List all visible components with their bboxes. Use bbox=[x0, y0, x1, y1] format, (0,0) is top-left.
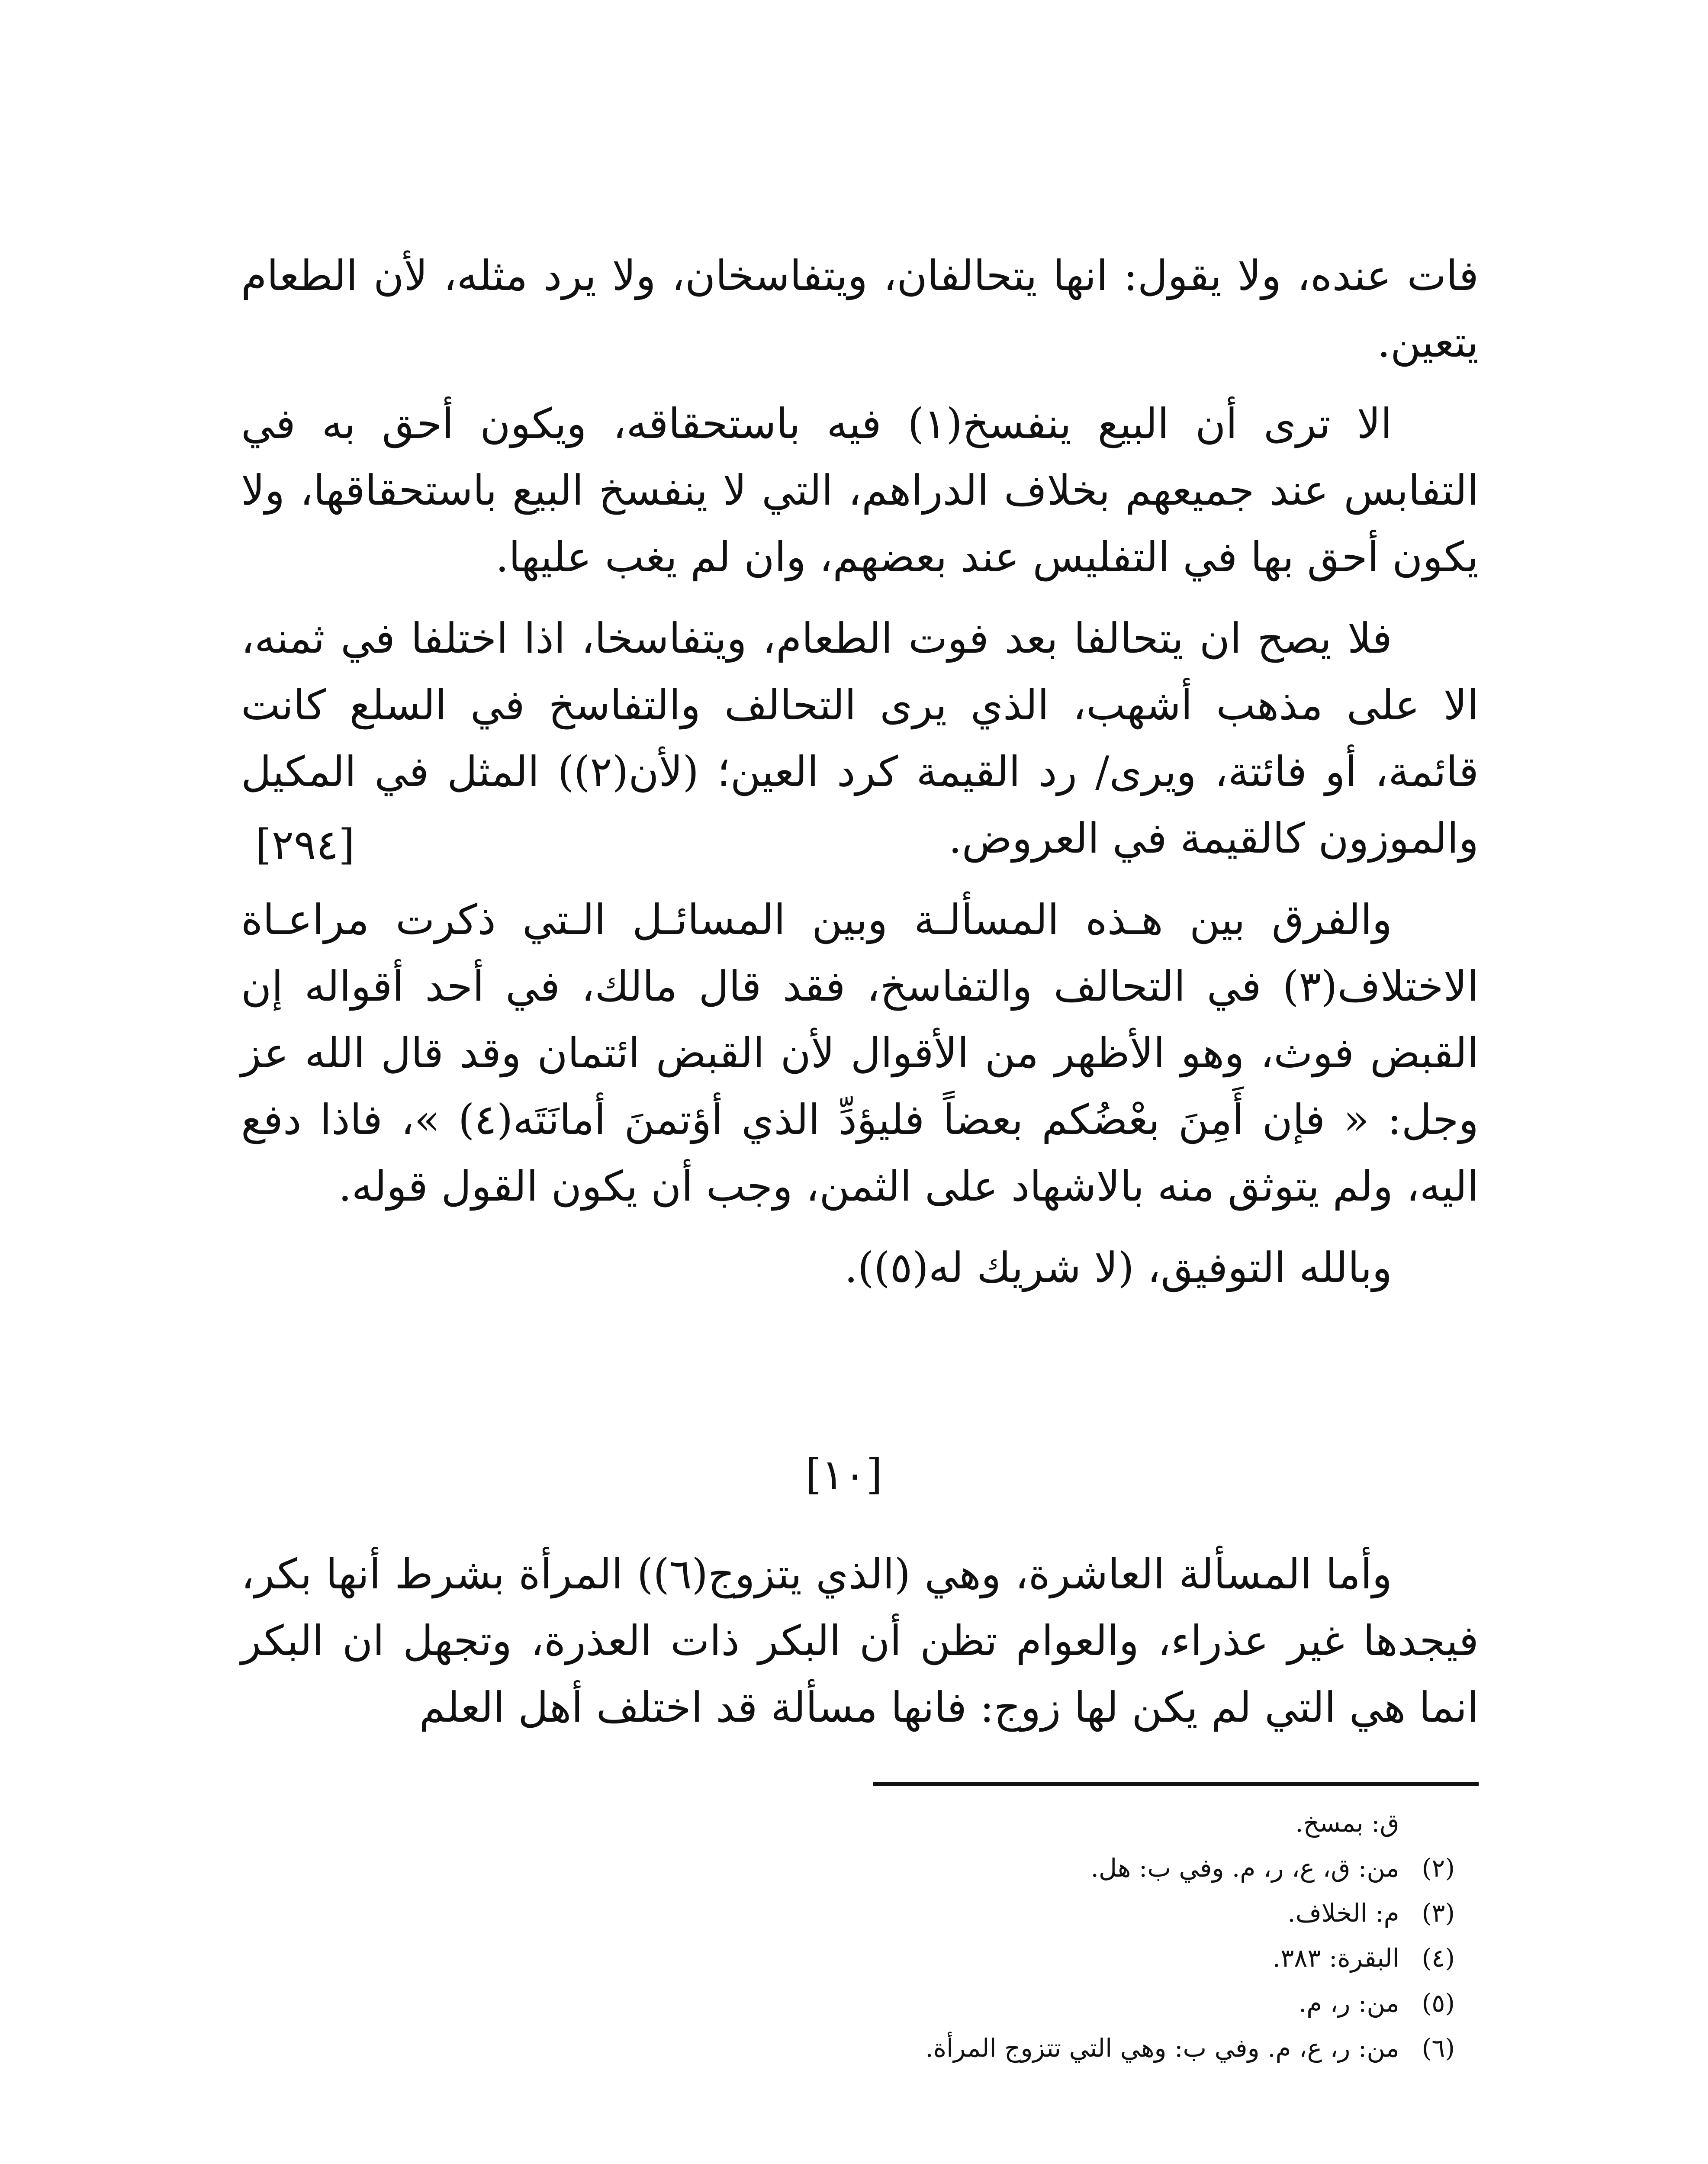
paragraph-1: فات عنده، ولا يقول: انها يتحالفان، ويتفاسخان، ولا يرد مثله، لأن الطعام يتعين. bbox=[241, 251, 1479, 367]
footnote-2 bbox=[416, 1845, 1455, 1890]
paragraph-4: والفرق بين هـذه المسألـة وبين المسائـل الـتي ذكرت مراعـاة الاختلاف(٣) في التحالف والتفاسخ، فقد قال مالك، في أحد أقواله إن القبض فوث، وهو الأظهر من الأقوال لأن القبض ائتمان وقد قال الله عز وجل: « فإن أَمِنَ بعْضُكم بعضاً فليؤدِّ الذي أؤتمنَ أمانَتَه(٤) »، فاذا دفع اليه، ولم يتوثق منه بالاشهاد على الثمن، وجب أن يكون القول قوله. bbox=[241, 895, 1479, 1211]
margin-folio-reference: [٢٩٤] bbox=[255, 821, 355, 869]
footnote-text: من: ر، م. bbox=[1298, 1988, 1399, 2018]
footnote-number: (٦) bbox=[1422, 2033, 1455, 2063]
footnote-number: (٤) bbox=[1422, 1943, 1455, 1973]
footnote-text: م: الخلاف. bbox=[1287, 1898, 1399, 1928]
footnote-1 bbox=[416, 1800, 1455, 1845]
footnote-5 bbox=[416, 1980, 1455, 2026]
paragraph-2: الا ترى أن البيع ينفسخ(١) فيه باستحقاقه، ويكون أحق به في التفابس عند جميعهم بخلاف الدراهم، التي لا ينفسخ البيع باستحقاقها، ولا يكون أحق بها في التفليس عند بعضهم، وان لم يغب عليها. bbox=[241, 399, 1479, 581]
footnote-text: من: ق، ع، ر، م. وفي ب: هل. bbox=[1090, 1853, 1399, 1883]
footnote-3 bbox=[416, 1890, 1455, 1935]
footnote-text: البقرة: ٣٨٣. bbox=[1272, 1943, 1399, 1973]
main-text bbox=[241, 242, 1479, 1301]
paragraph-3: فلا يصح ان يتحالفا بعد فوت الطعام، ويتفاسخا، اذا اختلفا في ثمنه، الا على مذهب أشهب، الذي يرى التحالف والتفاسخ في السلع كانت قائمة، أو فائتة، ويرى/ رد القيمة كرد العين؛ (لأن(٢)) المثل في المكيل والموزون كالقيمة في العروض. bbox=[241, 614, 1479, 863]
footnote-number: (٣) bbox=[1422, 1898, 1455, 1928]
paragraph-6: وأما المسألة العاشرة، وهي (الذي يتزوج(٦)) المرأة بشرط أنها بكر، فيجدها غير عذراء، والعوام تظن أن البكر ذات العذرة، وتجهل ان البكر انما هي التي لم يكن لها زوج: فانها مسألة قد اختلف أهل العلم bbox=[241, 1550, 1479, 1732]
footnote-6 bbox=[416, 2026, 1455, 2071]
footnote-separator bbox=[873, 1782, 1479, 1786]
paragraph-5: وبالله التوفيق، (لا شريك له(٥)). bbox=[844, 1243, 1392, 1292]
section-number: [١٠] bbox=[805, 1450, 883, 1499]
footnote-number: (٥) bbox=[1422, 1988, 1455, 2018]
footnote-text: من: ر، ع، م. وفي ب: وهي التي تتزوج المرأة. bbox=[925, 2033, 1399, 2063]
footnotes bbox=[416, 1800, 1455, 2071]
footnote-4 bbox=[416, 1935, 1455, 1980]
footnote-text: ق: بمسخ. bbox=[1295, 1808, 1399, 1838]
footnote-number: (٢) bbox=[1422, 1853, 1455, 1883]
